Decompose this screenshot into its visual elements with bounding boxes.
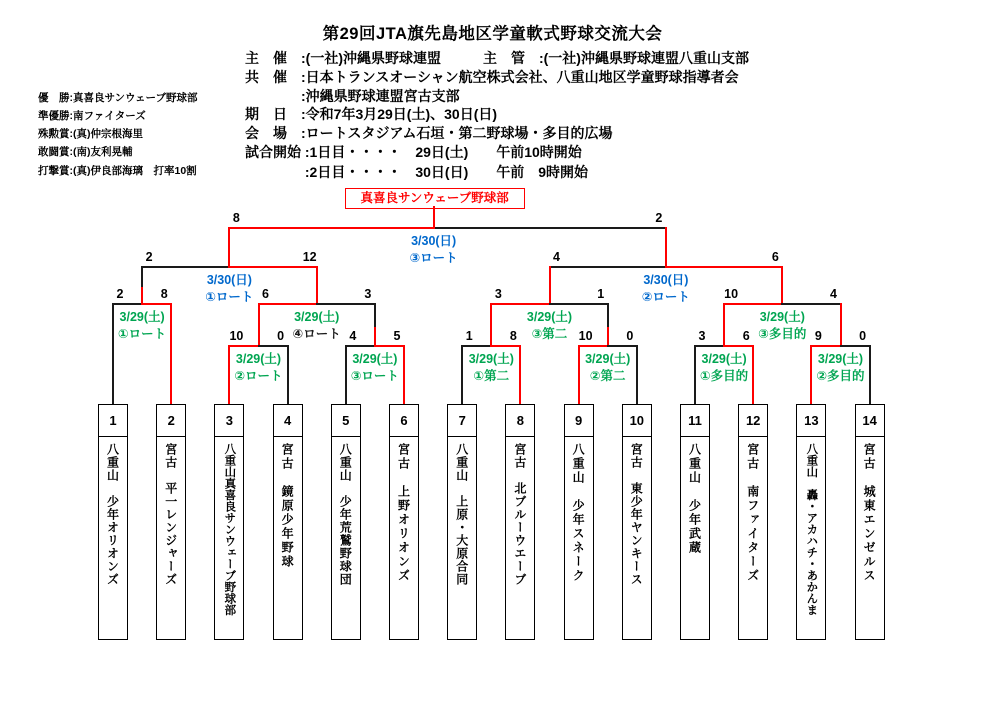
- match-venue-label: ②ロート: [641, 290, 690, 304]
- team-box-4: [273, 404, 303, 640]
- match-venue-label: ③第二: [531, 327, 568, 341]
- bracket-line: [287, 345, 289, 404]
- award-line: 準優勝:南ファイターズ: [38, 110, 146, 122]
- bracket-line: [228, 227, 434, 229]
- bracket-line: [461, 345, 463, 404]
- bracket-line: [228, 345, 230, 404]
- team-name: 宮古 南ファイターズ: [745, 443, 760, 583]
- bracket-line: [170, 303, 172, 404]
- bracket-line: [112, 303, 143, 305]
- team-box-11: [680, 404, 710, 640]
- bracket-line: [810, 345, 812, 404]
- champion-box: [345, 188, 525, 209]
- match-score: 8: [160, 287, 168, 301]
- team-box-7: [447, 404, 477, 640]
- bracket-line: [345, 345, 376, 347]
- team-name: 八重山真喜良サンウェーブ野球部: [223, 443, 236, 616]
- match-score: 4: [553, 250, 560, 264]
- bracket-line: [374, 303, 376, 327]
- match-score: 0: [859, 329, 867, 343]
- bracket-line: [374, 345, 405, 347]
- match-date-label: 3/29(土): [817, 352, 864, 366]
- match-date-label: 3/29(土): [585, 352, 631, 366]
- bracket-line: [374, 327, 376, 345]
- match-score: 1: [597, 287, 605, 301]
- bracket-line: [258, 345, 289, 347]
- team-box-14: [855, 404, 885, 640]
- match-score: 1: [465, 329, 473, 343]
- match-venue-label: ③ロート: [409, 251, 458, 265]
- match-score: 6: [771, 250, 779, 264]
- bracket-line: [258, 303, 318, 305]
- match-date-label: 3/29(土): [352, 352, 398, 366]
- match-venue-label: ②第二: [589, 369, 626, 383]
- team-box-12: [738, 404, 768, 640]
- team-name: 宮古 城東エンゼルス: [862, 443, 877, 583]
- bracket-line: [810, 345, 841, 347]
- team-name: 宮古 上野オリオンズ: [396, 443, 411, 583]
- match-score: 2: [145, 250, 153, 264]
- match-venue-label: ①ロート: [118, 327, 167, 341]
- bracket-line: [549, 303, 609, 305]
- match-date-label: 3/29(土): [235, 352, 282, 366]
- bracket-line: [840, 345, 871, 347]
- bracket-line: [694, 345, 696, 404]
- bracket-line: [490, 345, 521, 347]
- bracket-line: [403, 345, 405, 404]
- bracket-line: [316, 303, 376, 305]
- bracket-line: [141, 266, 230, 268]
- match-date-label: 3/29(土): [468, 352, 514, 366]
- match-score: 6: [262, 287, 269, 301]
- team-number: 3: [215, 405, 243, 437]
- bracket-line: [549, 266, 667, 268]
- match-venue-label: ④ロート: [292, 327, 341, 341]
- team-number: 8: [506, 405, 534, 437]
- team-number: 4: [274, 405, 302, 437]
- match-date-label: 3/30(日): [206, 273, 252, 287]
- bracket-line: [433, 227, 667, 229]
- match-score: 9: [814, 329, 822, 343]
- team-name: 八重山 轟・アカハチ・あかんま: [805, 443, 818, 616]
- team-number: 10: [623, 405, 651, 437]
- team-box-10: [622, 404, 652, 640]
- bracket-line: [141, 287, 143, 303]
- match-score: 3: [698, 329, 706, 343]
- team-box-6: [389, 404, 419, 640]
- team-box-1: [98, 404, 128, 640]
- match-score: 5: [393, 329, 401, 343]
- team-number: 11: [681, 405, 709, 437]
- bracket-line: [607, 327, 609, 345]
- match-score: 2: [655, 211, 663, 225]
- header-line: 期 日 :令和7年3月29日(土)、30日(日): [245, 106, 498, 122]
- bracket-line: [781, 303, 841, 305]
- page-title: 第29回JTA旗先島地区学童軟式野球交流大会: [322, 25, 663, 43]
- team-name: 宮古 北ブルーウエーブ: [512, 443, 527, 586]
- bracket-line: [258, 303, 260, 345]
- bracket-line: [490, 303, 550, 305]
- match-venue-label: ①ロート: [205, 290, 254, 304]
- match-score: 4: [349, 329, 357, 343]
- team-number: 2: [157, 405, 185, 437]
- bracket-line: [578, 345, 580, 404]
- bracket-line: [694, 345, 725, 347]
- bracket-line: [433, 206, 435, 229]
- award-line: 殊勲賞:(真)仲宗根海里: [38, 128, 143, 140]
- bracket-line: [607, 345, 638, 347]
- bracket-line: [723, 303, 725, 345]
- match-date-label: 3/29(土): [759, 310, 805, 324]
- team-name: 宮古 鏡原少年野球: [280, 443, 295, 569]
- match-venue-label: ③多目的: [758, 327, 807, 341]
- team-number: 12: [739, 405, 767, 437]
- match-score: 8: [509, 329, 517, 343]
- team-box-3: [214, 404, 244, 640]
- match-score: 2: [116, 287, 124, 301]
- team-name: 宮古 東少年ヤンキース: [629, 443, 644, 586]
- team-name: 八重山 上原・大原合同: [454, 443, 469, 586]
- bracket-line: [723, 345, 754, 347]
- header-line: 試合開始 :1日目・・・・ 29日(土) 午前10時開始: [245, 144, 582, 160]
- header-line: 主 催 :(一社)沖縄県野球連盟 主 管 :(一社)沖縄県野球連盟八重山支部: [245, 50, 749, 66]
- match-score: 3: [364, 287, 372, 301]
- bracket-line: [665, 266, 783, 268]
- team-number: 5: [332, 405, 360, 437]
- bracket-line: [228, 345, 259, 347]
- bracket-line: [228, 266, 317, 268]
- match-venue-label: ①第二: [473, 369, 510, 383]
- award-line: 敢闘賞:(南)友利晃輔: [38, 146, 133, 158]
- team-box-9: [564, 404, 594, 640]
- bracket-line: [781, 266, 783, 303]
- team-number: 6: [390, 405, 418, 437]
- team-box-2: [156, 404, 186, 640]
- team-name: 八重山 少年オリオンズ: [105, 443, 120, 586]
- match-venue-label: ③ロート: [350, 369, 399, 383]
- match-venue-label: ②多目的: [816, 369, 865, 383]
- match-score: 6: [742, 329, 750, 343]
- bracket-line: [519, 345, 521, 404]
- bracket-line: [316, 266, 318, 303]
- team-name: 宮古 平一レンジャーズ: [163, 443, 178, 586]
- award-line: 優 勝:真喜良サンウェーブ野球部: [38, 92, 198, 104]
- match-score: 10: [724, 287, 739, 301]
- header-line: :沖縄県野球連盟宮古支部: [245, 88, 460, 104]
- team-number: 14: [856, 405, 884, 437]
- team-name: 八重山 少年スネーク: [571, 443, 586, 583]
- bracket-line: [636, 345, 638, 404]
- match-date-label: 3/29(土): [294, 310, 340, 324]
- match-score: 4: [830, 287, 837, 301]
- bracket-line: [141, 303, 172, 305]
- team-box-5: [331, 404, 361, 640]
- match-venue-label: ②ロート: [234, 369, 283, 383]
- bracket-line: [345, 345, 347, 404]
- bracket-line: [607, 303, 609, 327]
- bracket-line: [723, 303, 783, 305]
- bracket-line: [578, 345, 609, 347]
- header-line: :2日目・・・・ 30日(日) 午前 9時開始: [245, 164, 589, 180]
- match-score: 10: [578, 329, 593, 343]
- bracket-line: [840, 303, 842, 345]
- bracket-line: [665, 227, 667, 266]
- award-line: 打撃賞:(真)伊良部海璃 打率10割: [38, 165, 197, 177]
- team-box-13: [796, 404, 826, 640]
- team-number: 13: [797, 405, 825, 437]
- bracket-line: [112, 303, 114, 404]
- team-box-8: [505, 404, 535, 640]
- team-name: 八重山 少年武蔵: [687, 443, 702, 555]
- match-score: 0: [277, 329, 285, 343]
- bracket-line: [141, 266, 143, 287]
- bracket-line: [490, 303, 492, 345]
- team-number: 1: [99, 405, 127, 437]
- match-date-label: 3/30(日): [411, 234, 457, 248]
- team-number: 7: [448, 405, 476, 437]
- bracket-line: [869, 345, 871, 404]
- team-number: 9: [565, 405, 593, 437]
- match-score: 8: [232, 211, 240, 225]
- match-score: 0: [626, 329, 634, 343]
- champion-label: 真喜良サンウェーブ野球部: [360, 191, 509, 205]
- header-line: 会 場 :ロートスタジアム石垣・第二野球場・多目的広場: [245, 125, 613, 141]
- match-date-label: 3/30(日): [643, 273, 689, 287]
- match-score: 12: [302, 250, 317, 264]
- bracket-line: [461, 345, 492, 347]
- match-date-label: 3/29(土): [526, 310, 573, 324]
- bracket-line: [549, 266, 551, 303]
- bracket-line: [228, 227, 230, 266]
- match-date-label: 3/29(土): [119, 310, 165, 324]
- match-date-label: 3/29(土): [701, 352, 747, 366]
- team-name: 八重山 少年荒鷲野球団: [338, 443, 353, 586]
- match-venue-label: ①多目的: [700, 369, 749, 383]
- match-score: 10: [229, 329, 244, 343]
- match-score: 3: [494, 287, 502, 301]
- bracket-line: [752, 345, 754, 404]
- header-line: 共 催 :日本トランスオーシャン航空株式会社、八重山地区学童野球指導者会: [245, 69, 739, 85]
